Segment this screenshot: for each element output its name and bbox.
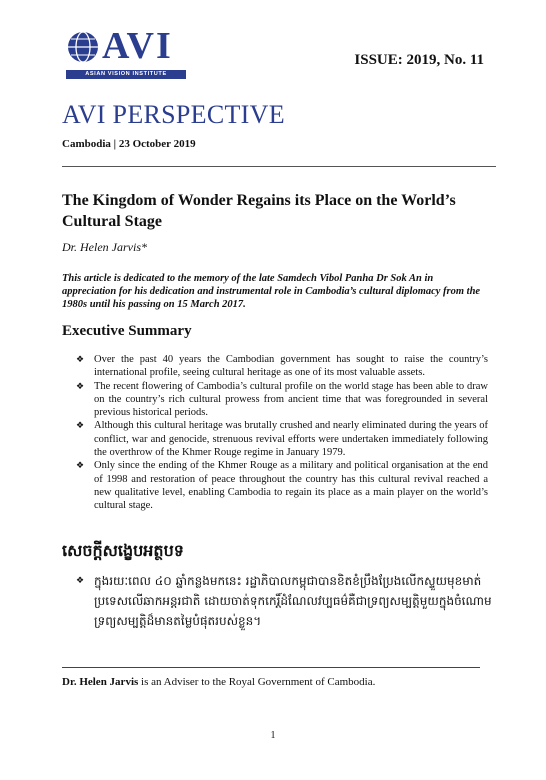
dedication: This article is dedicated to the memory of the late Samdech Vibol Panha Dr Sok An in appreciation for his dedication and instrumental role in Cambodia’s cultural diplomacy from the 1980s until his passing on 15 March 2017. <box>62 273 481 310</box>
bullet-text: Only since the ending of the Khmer Rouge as a military and political organisation at the end of 1998 and restoration of peace throughout the country has this cultural revival reached a new qualitative level, enabling Cambodia to regain its place as a main player on the world’s cultural stage. <box>94 460 488 512</box>
issue-label: ISSUE: 2019, No. 11 <box>354 52 484 68</box>
diamond-bullet-icon: ❖ <box>76 420 85 431</box>
globe-icon <box>66 30 100 64</box>
footnote-name: Dr. Helen Jarvis <box>62 676 139 688</box>
article-author: Dr. Helen Jarvis* <box>62 240 147 254</box>
avi-logo <box>66 25 196 80</box>
diamond-bullet-icon: ❖ <box>76 460 85 471</box>
article-title: The Kingdom of Wonder Regains its Place on the World’s Cultural Stage <box>62 192 456 230</box>
divider <box>62 166 496 167</box>
publication-meta: Cambodia | 23 October 2019 <box>62 138 196 150</box>
diamond-bullet-icon: ❖ <box>76 380 85 391</box>
diamond-bullet-icon: ❖ <box>76 354 85 364</box>
publication-series: AVI PERSPECTIVE <box>62 100 285 129</box>
executive-summary-list <box>76 353 488 513</box>
footnote <box>62 676 375 688</box>
list-item <box>76 353 488 380</box>
list-item <box>76 380 488 420</box>
footnote-text: is an Adviser to the Royal Government of Cambodia. <box>138 676 376 688</box>
list-item <box>76 571 494 631</box>
bullet-text: Over the past 40 years the Cambodian government has sought to raise the country’s international profile, seeing cultural heritage as one of its most valuable assets. <box>94 354 488 379</box>
khmer-summary-heading: សេចក្តីសង្ខេបអត្ថបទ <box>62 541 184 560</box>
list-item <box>76 419 488 459</box>
logo-text: AVI <box>102 25 173 67</box>
footnote-divider <box>62 667 480 668</box>
page-number: 1 <box>270 730 276 741</box>
bullet-text: ក្នុងរយៈពេល ៤០ ឆ្នាំកន្លងមកនេះ រដ្ឋាភិបាលកម្ពុជាបានខិតខំប្រឹងប្រែងលើកស្ទួយមុខមាត់ប្រទេសលើឆាកអន្តរជាតិ ដោយចាត់ទុកកេរ្តិ៍ដំណែលវប្បធម៌គឺជាទ្រព្យសម្បត្តិមួយក្នុងចំណោមទ្រព្យសម្បត្តិដ៏មានតម្លៃបំផុតរបស់ខ្លួន។ <box>94 574 492 628</box>
khmer-summary-list <box>76 571 494 631</box>
bullet-text: The recent flowering of Cambodia’s cultural profile on the world stage has been able to draw on the country’s rich cultural prowess from ancient time that was foregrounded in several previous historical periods. <box>94 380 488 419</box>
bullet-text: Although this cultural heritage was brutally crushed and nearly eliminated during the years of conflict, war and genocide, strenuous revival efforts were undertaken immediately following the overthrow of the Khmer Rouge regime in January 1979. <box>94 420 488 459</box>
list-item <box>76 459 488 512</box>
executive-summary-heading: Executive Summary <box>62 323 192 339</box>
diamond-bullet-icon: ❖ <box>76 576 85 586</box>
logo-subtitle: ASIAN VISION INSTITUTE <box>85 71 167 77</box>
